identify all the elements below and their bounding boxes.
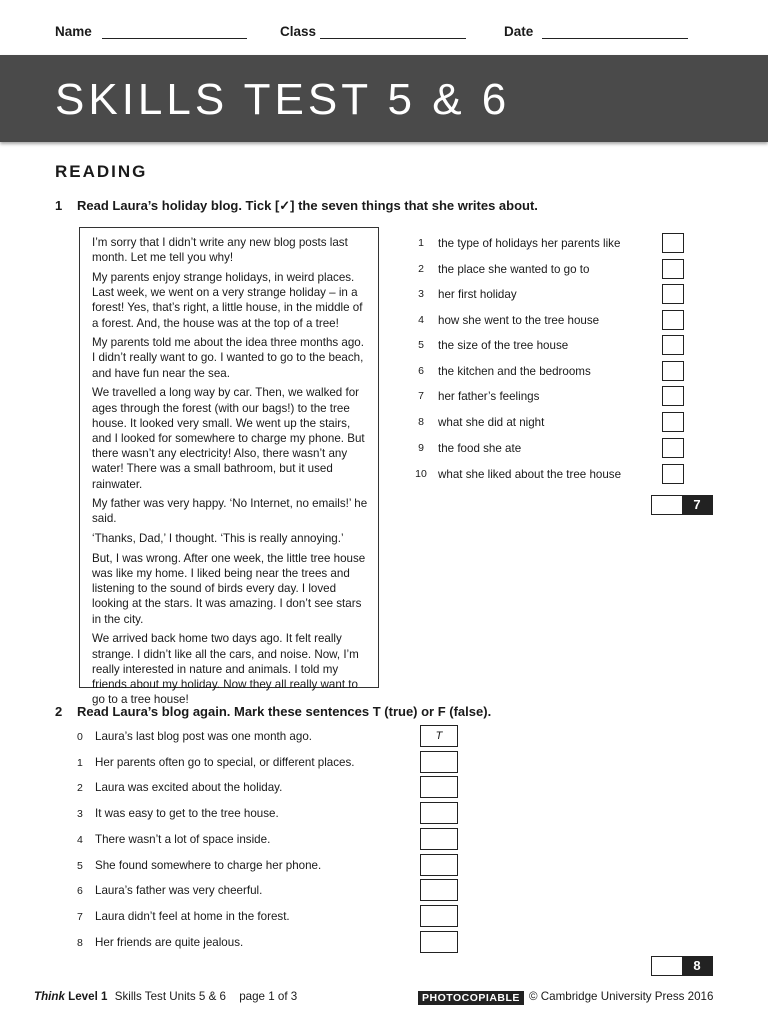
question-1-instruction: Read Laura’s holiday blog. Tick [✓] the seven things that she writes about. bbox=[77, 198, 538, 213]
item-number: 9 bbox=[418, 442, 424, 454]
tick-item bbox=[415, 234, 647, 254]
tick-box[interactable] bbox=[662, 310, 684, 330]
blog-paragraph: We travelled a long way by car. Then, we walked for ages through the forest (with our bags!) to the tree house. It looked very small. We went up the stairs, and I looked for somewhere to charge my phone. But there wasn’t any electricity! Also, there wasn’t any water! There was a small bathroom, but it used rainwater. bbox=[92, 386, 365, 491]
statement-text: It was easy to get to the tree house. bbox=[95, 807, 279, 820]
tick-box[interactable] bbox=[662, 412, 684, 432]
tick-item bbox=[415, 285, 647, 305]
statement-number: 8 bbox=[77, 937, 83, 949]
page-title: SKILLS TEST 5 & 6 bbox=[55, 75, 511, 124]
statement-text: Laura was excited about the holiday. bbox=[95, 781, 283, 794]
blog-paragraph: We arrived back home two days ago. It felt really strange. I didn’t like all the cars, and noise. Now, I’m really interested in nature and animals. I told my friends about my holiday. Now they all really want to go to a tree house! bbox=[92, 632, 359, 707]
item-text: how she went to the tree house bbox=[438, 314, 600, 327]
item-text: the food she ate bbox=[438, 442, 522, 455]
item-text: the size of the tree house bbox=[438, 339, 569, 352]
item-text: the place she wanted to go to bbox=[438, 263, 590, 276]
score-total: 8 bbox=[682, 957, 712, 975]
footer-brand: Think bbox=[34, 990, 65, 1003]
statement-number: 0 bbox=[77, 731, 83, 743]
statement-text: Laura’s father was very cheerful. bbox=[95, 884, 263, 897]
tick-box[interactable] bbox=[662, 438, 684, 458]
class-label: Class bbox=[280, 24, 317, 39]
blog-paragraph: My father was very happy. ‘No Internet, no emails!’ he said. bbox=[92, 497, 368, 526]
answer-box[interactable] bbox=[420, 931, 458, 953]
tick-item bbox=[415, 387, 647, 407]
tick-box[interactable] bbox=[662, 335, 684, 355]
statement-row bbox=[77, 727, 417, 747]
item-text: the kitchen and the bedrooms bbox=[438, 365, 591, 378]
item-number: 6 bbox=[418, 365, 424, 377]
footer-test: Skills Test Units 5 & 6 bbox=[114, 990, 226, 1003]
statement-text: Laura didn’t feel at home in the forest. bbox=[95, 910, 290, 923]
section-title: READING bbox=[55, 162, 148, 181]
blog-text-box bbox=[79, 227, 379, 707]
date-field[interactable] bbox=[542, 38, 688, 39]
tick-box[interactable] bbox=[662, 386, 684, 406]
name-field[interactable] bbox=[102, 38, 247, 39]
footer-copyright: © Cambridge University Press 2016 bbox=[529, 990, 714, 1003]
tick-item bbox=[415, 311, 647, 331]
tick-item bbox=[415, 336, 647, 356]
answer-box[interactable] bbox=[420, 854, 458, 876]
statement-row bbox=[77, 804, 417, 824]
item-number: 8 bbox=[418, 416, 424, 428]
question-2-number: 2 bbox=[55, 704, 63, 719]
score-box-q1 bbox=[651, 495, 713, 515]
answer-box[interactable] bbox=[420, 751, 458, 773]
statement-number: 6 bbox=[77, 885, 83, 897]
statement-row bbox=[77, 778, 417, 798]
tick-box[interactable] bbox=[662, 464, 684, 484]
question-1-number: 1 bbox=[55, 198, 63, 213]
item-text: what she did at night bbox=[438, 416, 545, 429]
answer-box[interactable]: T bbox=[420, 725, 458, 747]
statement-text: Her friends are quite jealous. bbox=[95, 936, 244, 949]
blog-paragraph: My parents told me about the idea three months ago. I didn’t really want to go. I wanted to go to the beach, and have fun near the sea. bbox=[92, 336, 364, 380]
blog-paragraph: ‘Thanks, Dad,’ I thought. ‘This is really annoying.’ bbox=[92, 532, 344, 546]
date-label: Date bbox=[504, 24, 534, 39]
item-number: 5 bbox=[418, 339, 424, 351]
statement-row bbox=[77, 881, 417, 901]
item-text: what she liked about the tree house bbox=[438, 468, 622, 481]
statement-number: 4 bbox=[77, 834, 83, 846]
tick-box[interactable] bbox=[662, 233, 684, 253]
answer-box[interactable] bbox=[420, 802, 458, 824]
statement-text: Her parents often go to special, or different places. bbox=[95, 756, 355, 769]
score-total: 7 bbox=[682, 496, 712, 514]
tick-item bbox=[415, 465, 647, 485]
answer-box[interactable] bbox=[420, 879, 458, 901]
footer-page: page 1 of 3 bbox=[239, 990, 298, 1003]
item-text: her first holiday bbox=[438, 288, 517, 301]
item-text: her father’s feelings bbox=[438, 390, 540, 403]
item-number: 4 bbox=[418, 314, 424, 326]
statement-text: Laura’s last blog post was one month ago. bbox=[95, 730, 312, 743]
answer-box[interactable] bbox=[420, 776, 458, 798]
tick-item bbox=[415, 362, 647, 382]
statement-number: 7 bbox=[77, 911, 83, 923]
photocopiable-badge: PHOTOCOPIABLE bbox=[418, 991, 524, 1005]
statement-row bbox=[77, 856, 417, 876]
footer-level: Level 1 bbox=[68, 990, 108, 1003]
statement-number: 3 bbox=[77, 808, 83, 820]
item-number: 3 bbox=[418, 288, 424, 300]
question-2-instruction: Read Laura’s blog again. Mark these sentences T (true) or F (false). bbox=[77, 704, 492, 719]
statement-row bbox=[77, 933, 417, 953]
blog-paragraph: But, I was wrong. After one week, the little tree house was like my home. I liked being near the trees and listening to the sound of birds every day. I loved looking at the stars. It was amazing. I don’t see stars in the city. bbox=[92, 551, 366, 626]
statement-row bbox=[77, 830, 417, 850]
tick-box[interactable] bbox=[662, 361, 684, 381]
blog-paragraph: My parents enjoy strange holidays, in weird places. Last week, we went on a very strange holiday – in a forest! Yes, that’s right, a little house, in the middle of a forest. And, the house was at the top of a tree! bbox=[92, 270, 363, 330]
item-text: the type of holidays her parents like bbox=[438, 237, 621, 250]
statement-row bbox=[77, 753, 417, 773]
footer-left bbox=[34, 990, 297, 1003]
tick-item bbox=[415, 413, 647, 433]
item-number: 2 bbox=[418, 263, 424, 275]
blog-paragraph: I’m sorry that I didn’t write any new blog posts last month. Let me tell you why! bbox=[92, 236, 348, 265]
statement-number: 5 bbox=[77, 860, 83, 872]
item-number: 7 bbox=[418, 390, 424, 402]
tick-box[interactable] bbox=[662, 259, 684, 279]
tick-box[interactable] bbox=[662, 284, 684, 304]
class-field[interactable] bbox=[320, 38, 466, 39]
statement-number: 1 bbox=[77, 757, 83, 769]
statement-row bbox=[77, 907, 417, 927]
item-number: 10 bbox=[415, 468, 427, 480]
tick-item bbox=[415, 439, 647, 459]
statement-text: She found somewhere to charge her phone. bbox=[95, 859, 322, 872]
item-number: 1 bbox=[418, 237, 424, 249]
score-box-q2 bbox=[651, 956, 713, 976]
answer-box[interactable] bbox=[420, 905, 458, 927]
statement-number: 2 bbox=[77, 782, 83, 794]
name-label: Name bbox=[55, 24, 92, 39]
answer-box[interactable] bbox=[420, 828, 458, 850]
tick-item bbox=[415, 260, 647, 280]
statement-text: There wasn’t a lot of space inside. bbox=[95, 833, 271, 846]
